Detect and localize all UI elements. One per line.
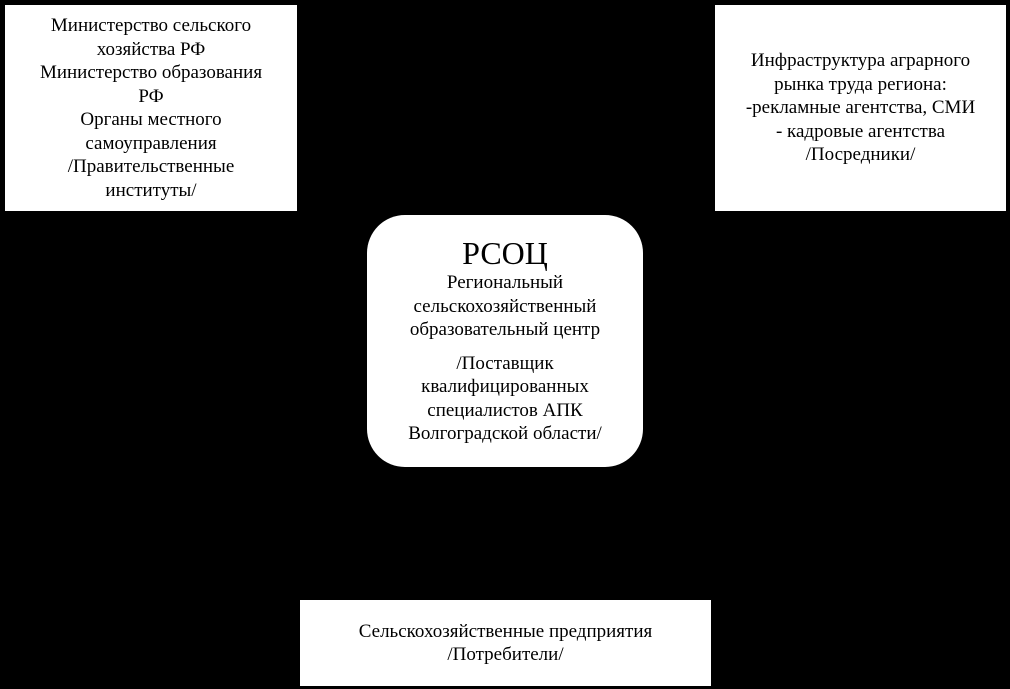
center-role-line: квалифицированных xyxy=(421,376,589,398)
center-role-line: /Поставщик xyxy=(456,352,554,374)
center-description-line: Региональный xyxy=(446,272,564,294)
center-title: РСОЦ xyxy=(462,235,548,272)
government-line: Министерство образования xyxy=(39,62,263,83)
center-description-line: сельскохозяйственный xyxy=(413,295,597,317)
education-center-box xyxy=(367,215,643,467)
government-line: РФ xyxy=(138,85,164,107)
agricultural-enterprises-box xyxy=(300,600,711,686)
government-institutions-box xyxy=(5,5,297,211)
infrastructure-line: /Посредники/ xyxy=(805,144,916,166)
labor-market-infrastructure-box xyxy=(715,5,1006,211)
infrastructure-line: -рекламные агентства, СМИ xyxy=(745,97,976,119)
infrastructure-line: рынка труда региона: xyxy=(774,73,947,95)
infrastructure-line: Инфраструктура аграрного xyxy=(750,50,971,72)
enterprises-line: Сельскохозяйственные предприятия xyxy=(358,620,653,642)
center-role-line: специалистов АПК xyxy=(427,399,583,421)
government-line: Органы местного xyxy=(80,109,222,130)
enterprises-line: /Потребители/ xyxy=(447,644,564,665)
government-line: Министерство сельского xyxy=(50,15,252,36)
center-role-line: Волгоградской области/ xyxy=(408,423,602,445)
infrastructure-line: - кадровые агентства xyxy=(775,120,946,142)
government-line: самоуправления xyxy=(85,132,217,154)
government-line: хозяйства РФ xyxy=(96,38,206,60)
center-description-line: образовательный центр xyxy=(409,319,601,341)
government-line: /Правительственные xyxy=(67,156,235,177)
government-line: институты/ xyxy=(105,179,197,201)
